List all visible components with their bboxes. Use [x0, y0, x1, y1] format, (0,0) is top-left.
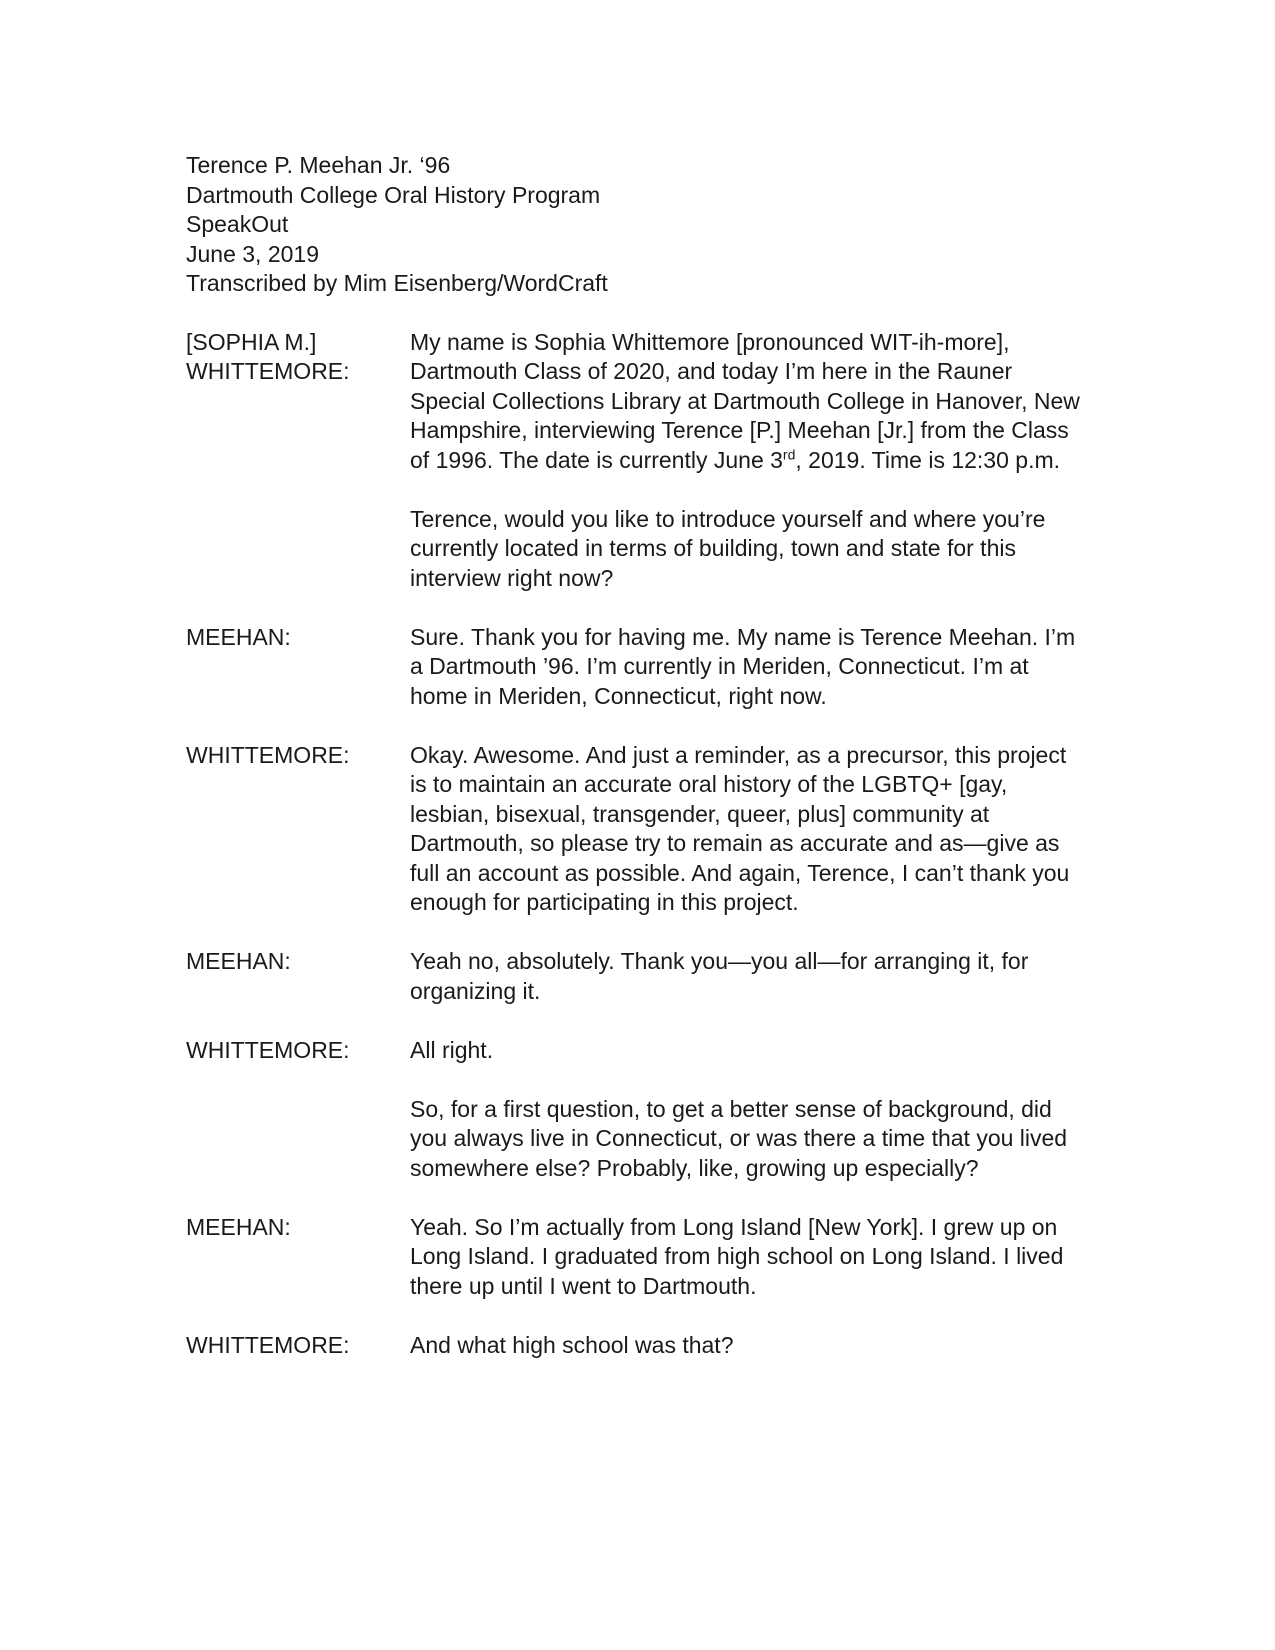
dialogue-turn [186, 328, 1086, 594]
speech-paragraph: And what high school was that? [410, 1331, 734, 1358]
speech-paragraph: Yeah. So I’m actually from Long Island [New York]. I grew up on Long Island. I graduated from high school on Long Island. I lived there up until I went to Dartmouth. [410, 1213, 1064, 1299]
speaker-label [186, 1213, 410, 1302]
speech-text [410, 1331, 1086, 1361]
transcriber-credit: Transcribed by Mim Eisenberg/WordCraft [186, 270, 608, 296]
speaker-name-line: WHITTEMORE: [186, 1331, 350, 1358]
speech-text [410, 947, 1086, 1006]
dialogue-turn [186, 1036, 1086, 1184]
speaker-label [186, 1036, 410, 1184]
speaker-name-line: WHITTEMORE: [186, 1036, 350, 1063]
speaker-name-line: MEEHAN: [186, 1213, 291, 1240]
speech-paragraph: Okay. Awesome. And just a reminder, as a precursor, this project is to maintain an accurate oral history of the LGBTQ+ [gay, lesbian, bisexual, transgender, queer, plus] community at Dartmouth, so please try to remain as accurate and as—give as full an account as possible. And again, Terence, I can’t thank you enough for participating in this project. [410, 741, 1070, 915]
speaker-label [186, 623, 410, 712]
speech-paragraph: Terence, would you like to introduce yourself and where you’re currently located in terms of building, town and state for this interview right now? [410, 505, 1046, 591]
speaker-label [186, 947, 410, 1006]
dialogue-turn [186, 1331, 1086, 1361]
speech-run: My name is Sophia Whittemore [pronounced WIT-ih-more], Dartmouth Class of 2020, and today I’m here in the Rauner Special Collections Library at Dartmouth College in Hanover, New Hampshire, interviewing Terence [P.] Meehan [Jr.] from the Class of 1996. The date is currently June 3 [410, 328, 1080, 473]
speaker-label [186, 741, 410, 918]
speech-paragraph: Yeah no, absolutely. Thank you—you all—for arranging it, for organizing it. [410, 948, 1029, 1004]
dialogue-turn [186, 1213, 1086, 1302]
speech-paragraph: All right. [410, 1036, 494, 1063]
speaker-name-line: MEEHAN: [186, 948, 291, 974]
speech-paragraph: Sure. Thank you for having me. My name is Terence Meehan. I’m a Dartmouth ’96. I’m currently in Meriden, Connecticut. I’m at home in Meriden, Connecticut, right now. [410, 623, 1076, 709]
speaker-name-line: [SOPHIA M.] [186, 328, 317, 355]
speaker-name-line: WHITTEMORE: [186, 741, 350, 768]
speaker-name-line: WHITTEMORE: [186, 358, 350, 384]
dialogue-turn [186, 947, 1086, 1006]
dialogue-turn [186, 741, 1086, 918]
speech-text [410, 1036, 1086, 1184]
speech-text [410, 1213, 1086, 1302]
speaker-label [186, 328, 410, 594]
project-name: SpeakOut [186, 211, 289, 237]
speech-paragraph [410, 328, 1086, 476]
speech-text [410, 741, 1086, 918]
transcript-header [186, 151, 1086, 299]
speech-text [410, 623, 1086, 712]
interviewee-name: Terence P. Meehan Jr. ‘96 [186, 152, 451, 178]
transcript-page [186, 151, 1086, 1390]
speech-run: , 2019. Time is 12:30 p.m. [795, 446, 1061, 473]
program-name: Dartmouth College Oral History Program [186, 181, 601, 208]
dialogue-turn [186, 623, 1086, 712]
speaker-name-line: MEEHAN: [186, 623, 291, 650]
ordinal-suffix: rd [782, 445, 796, 462]
speech-text [410, 328, 1086, 594]
interview-date: June 3, 2019 [186, 240, 320, 267]
speaker-label [186, 1331, 410, 1361]
speech-paragraph: So, for a first question, to get a better sense of background, did you always live in Connecticut, or was there a time that you lived somewhere else? Probably, like, growing up especially? [410, 1095, 1068, 1181]
